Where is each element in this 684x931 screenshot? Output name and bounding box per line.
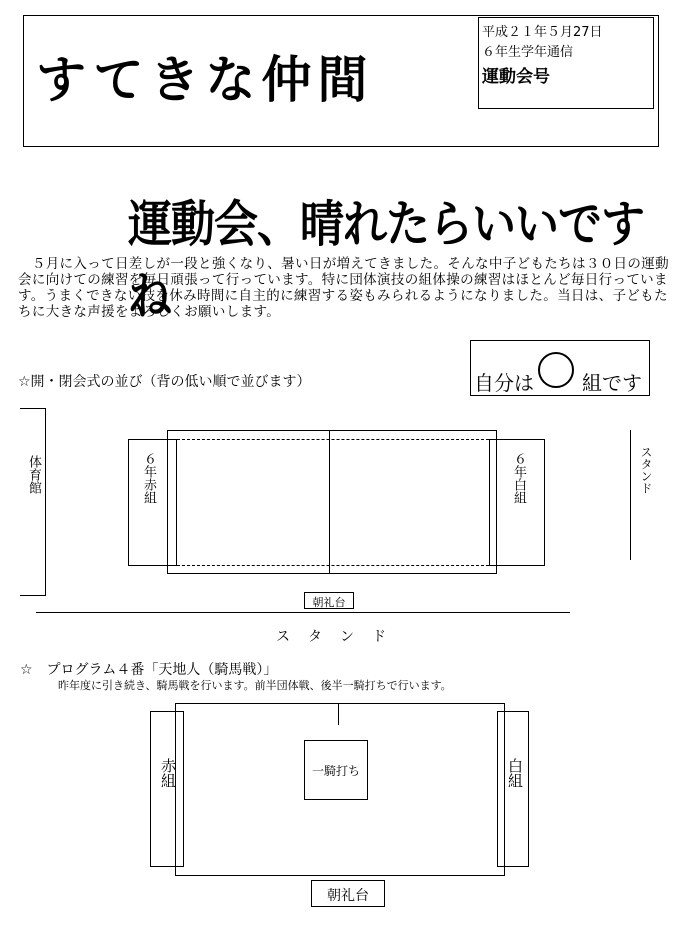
blank-circle: [538, 352, 574, 388]
left-group-label: ６年赤組: [141, 452, 156, 504]
gym-label: 体育館: [26, 455, 41, 494]
right-team-label: 白組: [506, 758, 524, 788]
issuer: ６年生学年通信: [482, 45, 574, 60]
headline: 運動会、晴れたらいいですね: [128, 196, 644, 326]
bottom-stand-label: ス タ ン ド: [276, 629, 388, 645]
left-team-label: 赤組: [159, 758, 177, 788]
right-stand-line: [630, 430, 631, 560]
program-center-tick: [338, 703, 339, 725]
gym-bracket: [20, 408, 46, 596]
group-box-suffix: 組です: [582, 371, 642, 395]
program-description: 昨年度に引き続き、騎馬戦を行います。前半団体戦、後半一騎打ちで行います。: [58, 679, 452, 692]
intro-paragraph: ５月に入って日差しが一段と強くなり、暑い日が増えてきました。そんな中子どもたちは３０日の運動会に向けての練習を毎日頑張って行っています。特に団体演技の組体操の練習はほとんど毎日行っています。うまくできない技を休み時間に自主的に練習する姿もみられるようになりました。当日は、子どもたちに大きな声援をよろしくお願いします。: [18, 256, 669, 320]
one-on-one-label: 一騎打ち: [311, 764, 360, 778]
ceremony-stage-label: 朝礼台: [312, 596, 346, 609]
group-box-prefix: 自分は: [474, 371, 534, 395]
program-heading: ☆ プログラム４番「天地人（騎馬戦）」: [20, 662, 278, 678]
ceremony-center-line: [329, 430, 330, 574]
right-team-box: [497, 711, 529, 867]
issue-date: 平成２１年５月27日: [482, 25, 603, 40]
bottom-stand-line: [36, 612, 570, 613]
newsletter-title: すてきな仲間: [36, 50, 374, 109]
issue-name: 運動会号: [482, 67, 550, 87]
ceremony-heading: ☆開・閉会式の並び（背の低い順で並びます）: [18, 374, 311, 390]
right-stand-label: スタンド: [639, 446, 653, 494]
left-team-box: [150, 711, 184, 867]
right-group-label: ６年白組: [511, 452, 526, 504]
ceremony-field-dashed: [177, 439, 489, 566]
program-stage-label: 朝礼台: [327, 888, 369, 904]
